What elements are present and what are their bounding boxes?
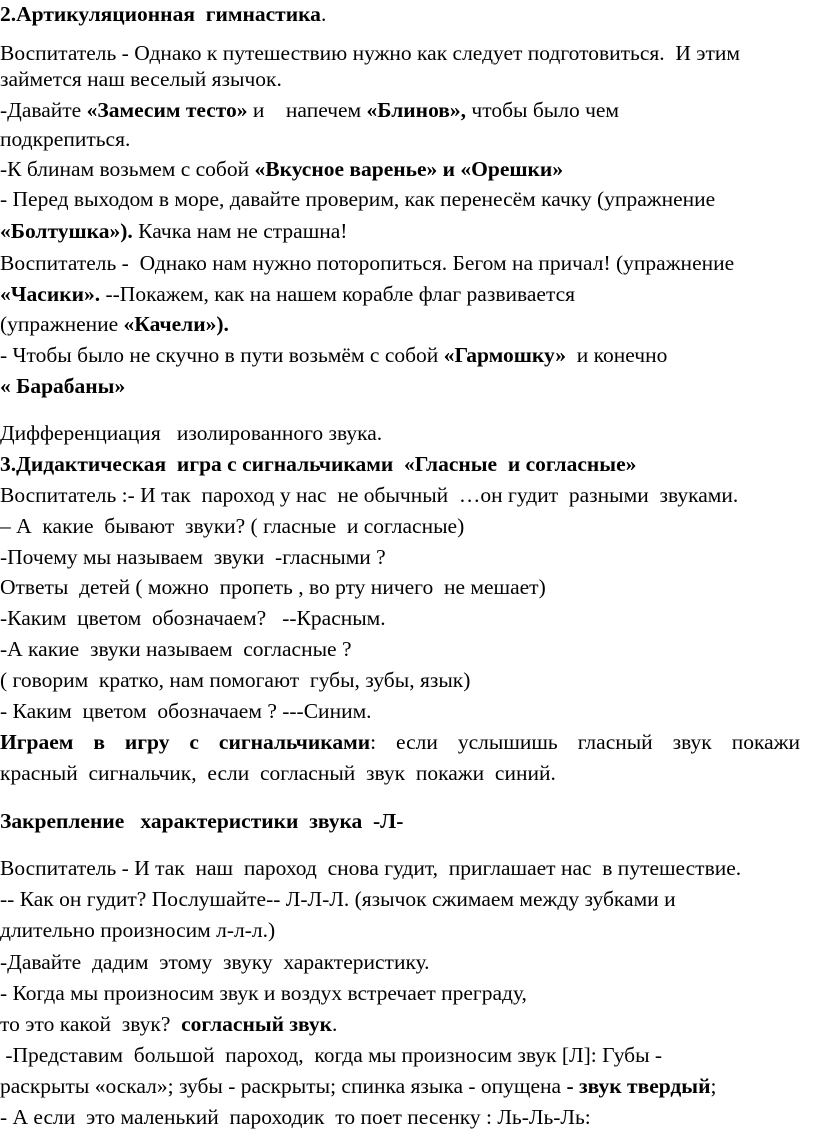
paragraph-line: Воспитатель - Однако к путешествию нужно как следует подготовиться. И этим — [0, 41, 741, 65]
paragraph-line: Воспитатель - Однако нам нужно поторопиться. Бегом на причал! (упражнение — [0, 251, 735, 275]
bold-text-run: «Качели»). — [123, 312, 229, 336]
bold-text-run: «Блинов», — [366, 98, 467, 122]
paragraph-line: -Представим большой пароход, когда мы произносим звук [Л]: Губы - — [0, 1043, 663, 1067]
paragraph-line: - Когда мы произносим звук и воздух встречает преграду, — [0, 981, 527, 1005]
paragraph-line: -А какие звуки называем согласные ? — [0, 637, 352, 661]
text-run: и конечно — [566, 343, 668, 367]
paragraph-line: – А какие бывают звуки? ( гласные и согласные) — [0, 514, 465, 538]
paragraph-line: -Каким цветом обозначаем? --Красным. — [0, 606, 386, 630]
paragraph-line: -Давайте дадим этому звуку характеристику. — [0, 950, 430, 974]
text-run: раскрыты «оскал»; зубы - раскрыты; спинка языка - опущена — [0, 1074, 567, 1098]
paragraph-line — [0, 218, 347, 244]
paragraph-line: подкрепиться. — [0, 127, 131, 151]
paragraph-line: займется наш веселый язычок. — [0, 67, 282, 91]
bold-text-run: «Замесим тесто» — [86, 98, 248, 122]
paragraph-line: длительно произносим л-л-л.) — [0, 918, 276, 942]
text-run: -Давайте — [0, 98, 87, 122]
section-2-title-dot: . — [320, 2, 327, 26]
paragraph-line — [0, 281, 575, 307]
paragraph-line: -Почему мы называем звуки -гласными ? — [0, 545, 386, 569]
paragraph-line — [0, 1073, 716, 1099]
paragraph-line: Дифференциация изолированного звука. — [0, 421, 383, 445]
paragraph-line: -- Как он гудит? Послушайте-- Л-Л-Л. (язычок сжимаем между зубками и — [0, 887, 676, 911]
bold-text-run: согласный звук — [181, 1012, 333, 1036]
bold-text-run: «Болтушка»). — [0, 219, 133, 243]
paragraph-line: - Каким цветом обозначаем ? ---Синим. — [0, 699, 372, 723]
paragraph-line: Ответы детей ( можно пропеть , во рту ничего не мешает) — [0, 575, 546, 599]
paragraph-line — [0, 311, 229, 337]
text-run: . — [332, 1012, 338, 1036]
paragraph-line: - Перед выходом в море, давайте проверим, как перенесём качку (упражнение — [0, 187, 716, 211]
text-run: чтобы было чем — [466, 98, 620, 122]
paragraph-line — [0, 729, 800, 755]
paragraph-line — [0, 1011, 337, 1037]
text-run: : если услышишь гласный звук покажи — [370, 730, 800, 754]
paragraph-line — [0, 342, 667, 368]
paragraph-line: Воспитатель - И так наш пароход снова гудит, приглашает нас в путешествие. — [0, 856, 742, 880]
paragraph-line: красный сигнальчик, если согласный звук покажи синий. — [0, 761, 556, 785]
bold-text-run: «Гармошку» — [443, 343, 567, 367]
section-2-heading — [0, 1, 326, 27]
paragraph-line: « Барабаны» — [0, 374, 126, 398]
text-run: -К блинам возьмем с собой — [0, 157, 255, 181]
text-run: и напечем — [247, 98, 367, 122]
bold-text-run: «Часики». — [0, 282, 101, 306]
paragraph-line: Воспитатель :- И так пароход у нас не обычный …он гудит разными звуками. — [0, 483, 739, 507]
section-2-title: 2.Артикуляционная гимнастика — [0, 2, 321, 26]
text-run: Качка нам не страшна! — [132, 219, 348, 243]
text-run: - Чтобы было не скучно в пути возьмём с собой — [0, 343, 444, 367]
bold-text-run: Играем в игру с сигнальчиками — [0, 730, 371, 754]
section-3-title: 3.Дидактическая игра с сигнальчиками «Гласные и согласные» — [0, 452, 637, 476]
text-run: ; — [710, 1074, 717, 1098]
bold-text-run: «Вкусное варенье» и «Орешки» — [254, 157, 564, 181]
text-run: --Покажем, как на нашем корабле флаг развивается — [100, 282, 576, 306]
bold-text-run: - звук твердый — [566, 1074, 711, 1098]
paragraph-line — [0, 156, 563, 182]
paragraph-line: - А если это маленький пароходик то поет песенку : Ль-Ль-Ль: — [0, 1105, 591, 1129]
text-run: (упражнение — [0, 312, 124, 336]
section-4-title: Закрепление характеристики звука -Л- — [0, 809, 404, 833]
paragraph-line: ( говорим кратко, нам помогают губы, зубы, язык) — [0, 668, 471, 692]
paragraph-line — [0, 97, 619, 123]
text-run: то это какой звук? — [0, 1012, 182, 1036]
